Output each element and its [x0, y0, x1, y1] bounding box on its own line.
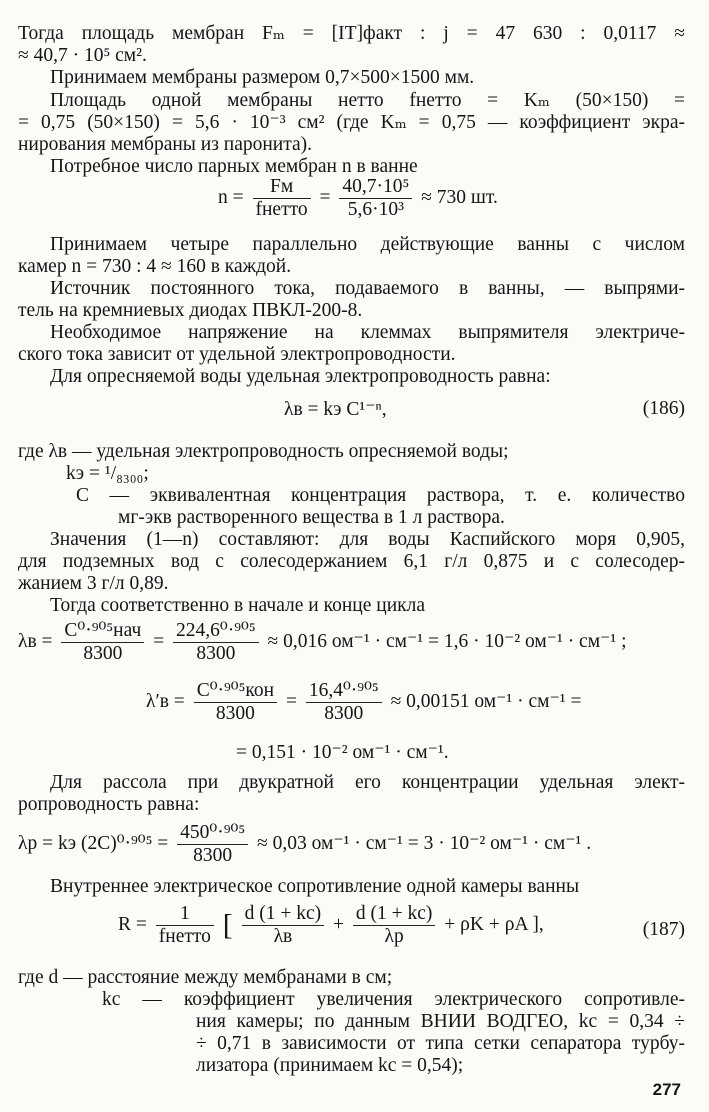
fraction [339, 176, 412, 221]
fraction [177, 822, 248, 867]
text-line: жанием 3 г/л 0,89. [18, 573, 169, 594]
numerator: C⁰·⁹⁰⁵нач [61, 620, 144, 643]
text-line: нирования мембраны из паронита). [18, 134, 313, 155]
formula-part: λ′в = [146, 690, 185, 712]
text-line: ÷ 0,71 в зависимости от типа сетки сепаратора турбу- [196, 1033, 685, 1054]
text-line: лизатора (принимаем kс = 0,54); [196, 1055, 464, 1076]
page-number: 277 [652, 1080, 681, 1099]
fraction [242, 903, 325, 948]
fraction [253, 176, 311, 221]
text-line: Для опресняемой воды удельная электропроводность равна: [50, 366, 551, 387]
fraction [194, 680, 277, 725]
formula-part: λр = kэ (2C)⁰·⁹⁰⁵ = [18, 832, 169, 854]
numerator: 1 [156, 903, 214, 926]
text-line: kэ = ¹/₈₃₀₀; [66, 463, 149, 484]
fraction [156, 903, 214, 948]
text-line: Принимаем мембраны размером 0,7×500×1500 мм. [50, 67, 475, 88]
numerator: d (1 + kс) [353, 903, 436, 926]
denominator: 5,6·10³ [347, 199, 404, 220]
text-line: ского тока зависит от удельной электропроводности. [18, 344, 456, 365]
formula-lambda-p [18, 822, 591, 867]
text-line: C — эквивалентная концентрация раствора, т. е. количество [76, 485, 685, 506]
text-line: Тогда соответственно в начале и конце цикла [50, 595, 425, 616]
text-line: Значения (1—n) составляют: для воды Каспийского моря 0,905, [50, 529, 685, 550]
text-line: ропроводность равна: [18, 794, 200, 815]
formula-lambda-v [18, 620, 627, 665]
numerator: C⁰·⁹⁰⁵кон [194, 680, 277, 703]
fraction [173, 620, 259, 665]
text-line: ≈ 40,7 · 10⁵ см². [18, 45, 147, 66]
numerator: 16,4⁰·⁹⁰⁵ [306, 680, 382, 703]
text-line: Для рассола при двукратной его концентрации удельная элект- [50, 772, 685, 793]
formula-part: R = [118, 913, 147, 935]
bracket: [ [222, 908, 233, 942]
fraction [61, 620, 144, 665]
text-line: где d — расстояние между мембранами в см; [18, 967, 393, 988]
formula-n [218, 176, 498, 221]
numerator: 450⁰·⁹⁰⁵ [177, 822, 248, 845]
numerator: 224,6⁰·⁹⁰⁵ [173, 620, 259, 643]
formula-part: + ρK + ρA ], [444, 913, 544, 935]
text-line: = 0,75 (50×150) = 5,6 · 10⁻³ см² (где Kₘ = 0,75 — коэффициент экра- [18, 112, 685, 133]
text-line: Источник постоянного тока, подаваемого в ванны, — выпрями- [50, 278, 685, 299]
formula-part: ≈ 0,016 ом⁻¹ · см⁻¹ = 1,6 · 10⁻² ом⁻¹ · см⁻¹ ; [267, 630, 627, 652]
equation-number: (186) [642, 398, 685, 419]
text-line: Принимаем четыре параллельно действующие ванны с числом [50, 234, 685, 255]
text-line: kс — коэффициент увеличения электрического сопротивле- [102, 989, 685, 1010]
denominator: 8300 [193, 845, 233, 866]
formula-lambda-v-prime [146, 680, 582, 725]
formula-part: ≈ 0,00151 ом⁻¹ · см⁻¹ = [390, 690, 582, 712]
fraction [353, 903, 436, 948]
formula-part: + [333, 913, 345, 935]
formula-part: = [153, 630, 165, 652]
denominator: fнетто [255, 199, 308, 220]
formula-part: ≈ 730 шт. [421, 186, 498, 208]
formula-part: λв = [18, 630, 53, 652]
formula-part: n = [218, 186, 244, 208]
denominator: λр [384, 926, 404, 947]
text-line: Площадь одной мембраны нетто fнетто = Kₘ (50×150) = [50, 90, 685, 111]
denominator: fнетто [158, 926, 211, 947]
formula-part: ≈ 0,03 ом⁻¹ · см⁻¹ = 3 · 10⁻² ом⁻¹ · см⁻¹ . [257, 832, 592, 854]
numerator: Fм [253, 176, 311, 199]
formula-part: = [319, 186, 331, 208]
denominator: 8300 [215, 703, 255, 724]
fraction [306, 680, 382, 725]
formula-lambda-v-prime-cont: = 0,151 · 10⁻² ом⁻¹ · см⁻¹. [236, 742, 449, 763]
denominator: λв [273, 926, 293, 947]
numerator: 40,7·10⁵ [339, 176, 412, 199]
numerator: d (1 + kс) [242, 903, 325, 926]
formula-186: λв = kэ C¹⁻ⁿ, [284, 399, 387, 420]
equation-number: (187) [642, 919, 685, 940]
text-line: камер n = 730 : 4 ≈ 160 в каждой. [18, 256, 292, 277]
text-line: тель на кремниевых диодах ПВКЛ-200-8. [18, 300, 363, 321]
text-line: где λв — удельная электропроводность опресняемой воды; [18, 441, 509, 462]
text-line: Тогда площадь мембран Fₘ = [IT]факт : j = 47 630 : 0,0117 ≈ [18, 23, 685, 44]
denominator: 8300 [324, 703, 364, 724]
formula-187 [118, 903, 544, 948]
text-line: мг-экв растворенного вещества в 1 л раствора. [118, 507, 505, 528]
text-line: Потребное число парных мембран n в ванне [50, 156, 418, 177]
text-line: Необходимое напряжение на клеммах выпрямителя электриче- [50, 322, 685, 343]
text-line: ния камеры; по данным ВНИИ ВОДГЕО, kс = 0,34 ÷ [196, 1011, 685, 1032]
formula-part: = [285, 690, 297, 712]
denominator: 8300 [196, 643, 236, 664]
denominator: 8300 [83, 643, 123, 664]
text-line: Внутреннее электрическое сопротивление одной камеры ванны [50, 876, 580, 897]
text-line: для подземных вод с солесодержанием 6,1 г/л 0,875 и с солесодер- [18, 551, 685, 572]
